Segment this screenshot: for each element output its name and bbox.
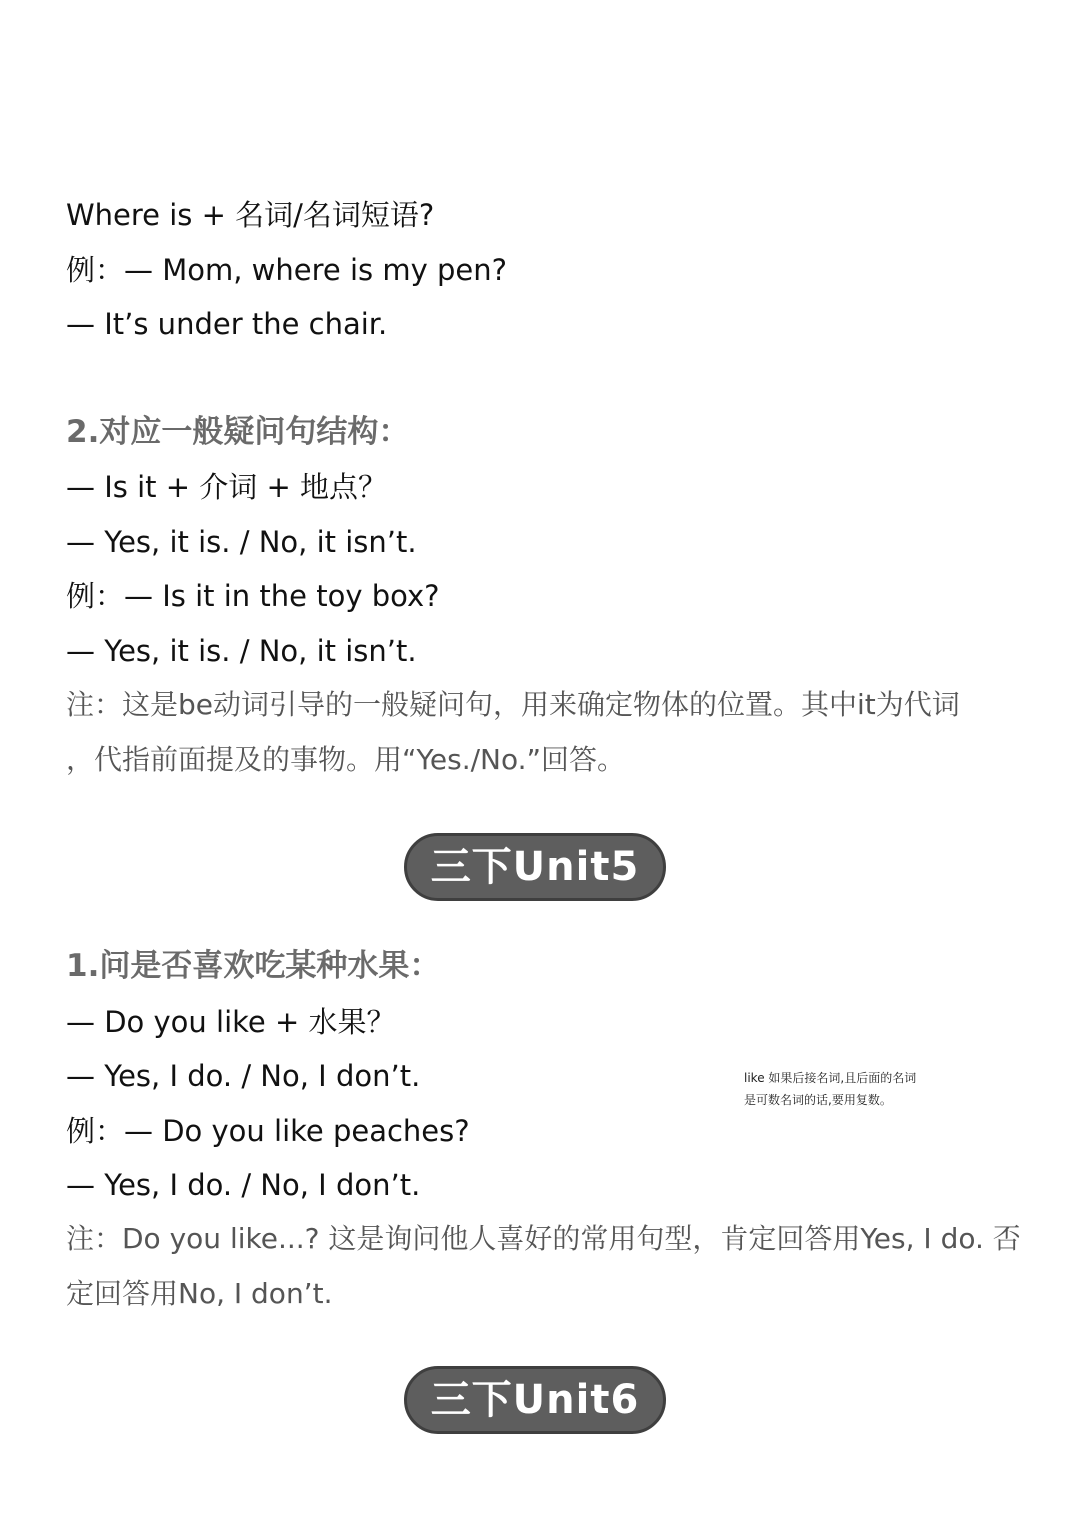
side-note-line: like 如果后接名词,且后面的名词 <box>744 1071 917 1085</box>
pattern-question: — Is it + 介词 + 地点？ <box>66 470 387 504</box>
note-line: ，代指前面提及的事物。用“Yes./No.”回答。 <box>66 743 626 776</box>
pattern-answer: — Yes, it is. / No, it isn’t. <box>66 525 417 559</box>
pattern-answer: — Yes, I do. / No, I don’t. <box>66 1059 421 1093</box>
example-question: 例：— Mom, where is my pen? <box>66 253 507 287</box>
example-answer: — Yes, I do. / No, I don’t. <box>66 1168 421 1202</box>
section-heading: 2.对应一般疑问句结构： <box>66 414 410 450</box>
structure-line: Where is + 名词/名词短语? <box>66 198 435 232</box>
pattern-question: — Do you like + 水果？ <box>66 1005 396 1039</box>
example-question: 例：— Do you like peaches? <box>66 1114 470 1148</box>
note-line: 注：Do you like...? 这是询问他人喜好的常用句型，肯定回答用Yes, I do. 否 <box>66 1222 1021 1255</box>
side-note-line: 是可数名词的话,要用复数。 <box>744 1093 892 1107</box>
unit-title-badge: 三下Unit6 <box>404 1366 666 1434</box>
example-answer: — Yes, it is. / No, it isn’t. <box>66 634 417 668</box>
example-answer: — It’s under the chair. <box>66 307 388 341</box>
section-heading: 1.问是否喜欢吃某种水果： <box>66 948 441 984</box>
unit-title-badge: 三下Unit5 <box>404 833 666 901</box>
note-line: 注：这是be动词引导的一般疑问句，用来确定物体的位置。其中it为代词 <box>66 688 960 721</box>
example-question: 例：— Is it in the toy box? <box>66 579 440 613</box>
note-line: 定回答用No, I don’t. <box>66 1277 333 1310</box>
